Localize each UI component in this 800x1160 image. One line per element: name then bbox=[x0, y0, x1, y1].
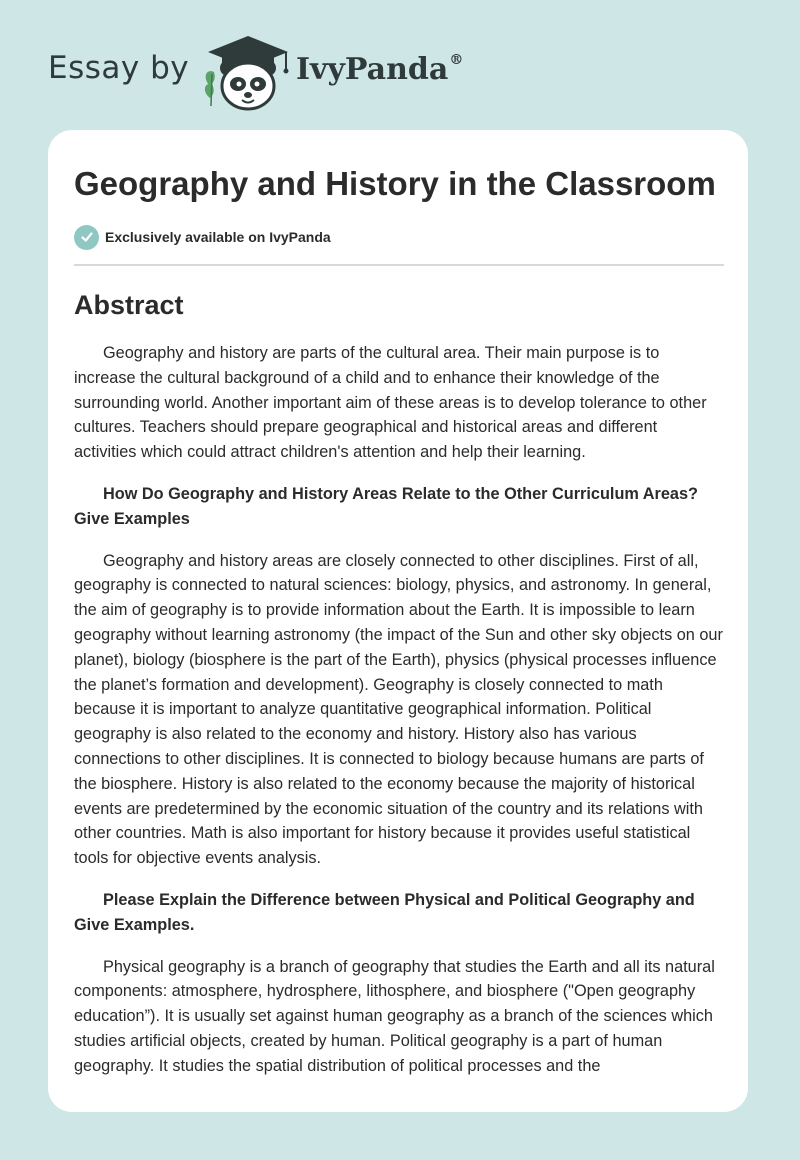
answer-paragraph-2: Physical geography is a branch of geography that studies the Earth and all its natural components: atmosphere, hydrosphere, lithosphere, and biosphere ("Open geography education”). It is usually set against human geography as a branch of the sciences which studies artificial objects, created by human. Political geography is a part of human geography. It studies the spatial distribution of political processes and the bbox=[74, 957, 715, 1075]
abstract-heading: Abstract bbox=[74, 290, 184, 320]
brand-label: IvyPanda bbox=[296, 52, 449, 87]
question-heading-1: How Do Geography and History Areas Relate to the Other Curriculum Areas? Give Examples bbox=[74, 484, 698, 528]
essay-card bbox=[48, 130, 748, 1112]
exclusive-badge bbox=[74, 224, 724, 250]
abstract-paragraph: Geography and history are parts of the cultural area. Their main purpose is to increase the cultural background of a child and to enhance their knowledge of the surrounding world. Another important aim of these areas is to develop tolerance to other cultures. Teachers should prepare geographical and historical areas and different activities which could attract children's attention and help their learning. bbox=[74, 344, 707, 462]
panda-graduate-icon[interactable] bbox=[200, 34, 296, 112]
question-heading-2: Please Explain the Difference between Physical and Political Geography and Give Examples. bbox=[74, 890, 695, 934]
divider bbox=[74, 264, 724, 266]
exclusive-label: Exclusively available on IvyPanda bbox=[105, 229, 331, 245]
registered-mark: ® bbox=[449, 52, 464, 68]
brand-name[interactable] bbox=[296, 52, 462, 87]
essay-content bbox=[74, 160, 724, 1079]
page-title: Geography and History in the Classroom bbox=[74, 165, 716, 202]
check-icon bbox=[74, 225, 99, 250]
answer-paragraph-1: Geography and history areas are closely connected to other disciplines. First of all, geography is connected to natural sciences: biology, physics, and astronomy. In general, the aim of geography is to provide information about the Earth. It is impossible to learn geography without learning astronomy (the impact of the Sun and other sky objects on our planet), biology (biosphere is the part of the Earth), physics (physical processes influence the planet’s formation and development). Geography is closely connected to math because it is important to analyze quantitative geographical information. Political geography is also related to the economy and history. History also has various connections to other disciplines. It is connected to biology because humans are parts of the biosphere. History is also related to the economy because the majority of historical events are predetermined by the economic situation of the country and its relations with other countries. Math is also important for history because it provides useful statistical tools for objective events analysis. bbox=[74, 551, 723, 868]
site-header bbox=[0, 0, 800, 130]
essay-by-label: Essay by bbox=[48, 50, 190, 86]
